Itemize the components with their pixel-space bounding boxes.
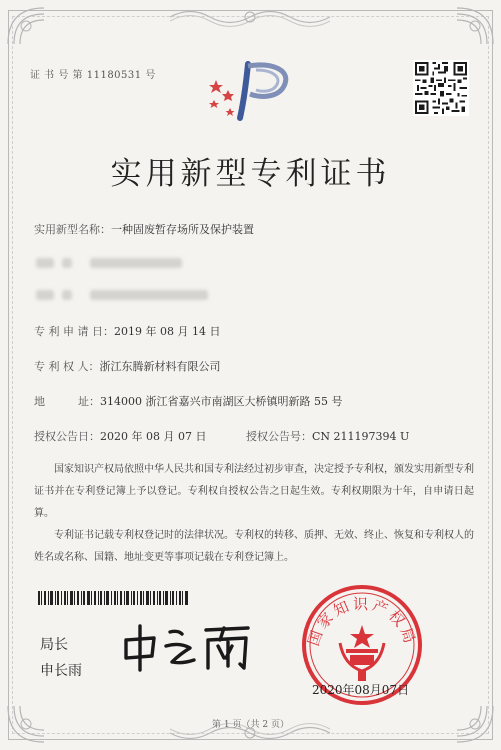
cnipa-logo-icon [200,56,300,126]
announcement-number-field [246,428,409,444]
seal-text: 国家知识产权局 [304,595,420,649]
address-value: 314000 浙江省嘉兴市南湖区大桥镇明新路 55 号 [100,395,343,408]
redacted-label [36,290,54,300]
application-date-field [34,323,220,339]
patentee-label: 专 利 权 人： [34,360,100,373]
patentee-value: 浙江东腾新材料有限公司 [99,360,221,373]
director-title: 局长 [40,637,68,653]
redacted-label [36,258,54,268]
certificate-title: 实用新型专利证书 [110,156,391,192]
application-date-value: 2019 年 08 月 14 日 [114,325,221,338]
announcement-number-label: 授权公告号： [246,430,312,443]
announcement-date-label: 授权公告日： [34,430,100,443]
redacted-value [90,290,208,300]
seal-date: 2020年08月07日 [312,683,410,697]
utility-name-label: 实用新型名称： [34,223,111,236]
certificate-number-label: 证 书 号 第 [30,70,84,81]
announcement-date-value: 2020 年 08 月 07 日 [100,430,207,443]
utility-name-value: 一种固废暂存场所及保护装置 [111,223,254,236]
director-name: 申长雨 [40,663,82,679]
page-number: 第 1 页（共 2 页） [212,720,289,730]
announcement-date-field [34,428,206,444]
redacted-label [62,258,72,268]
corner-ornament-icon [4,4,48,48]
certificate-number [30,66,156,81]
top-ornament-icon [170,6,330,28]
handwritten-signature-icon [120,618,260,674]
corner-ornament-icon [453,4,497,48]
grant-paragraph: 国家知识产权局依照中华人民共和国专利法经过初步审查，决定授予专利权，颁发实用新型专利证书并在专利登记簿上予以登记。专利权自授权公告之日起生效。专利权期限为十年，自申请日起算。 [34,464,474,519]
barcode-icon [38,591,188,605]
record-paragraph: 专利证书记载专利权登记时的法律状况。专利权的转移、质押、无效、终止、恢复和专利权人的姓名或名称、国籍、地址变更等事项记载在专利登记簿上。 [34,530,474,563]
utility-name-field [34,221,254,237]
qr-code-icon[interactable] [413,60,469,116]
application-date-label: 专 利 申 请 日： [34,325,114,338]
redacted-value [90,258,182,268]
address-field [34,393,342,409]
patentee-field [34,358,221,374]
certificate-number-suffix: 号 [145,70,156,81]
certificate-number-value: 11180531 [86,70,142,81]
address-label: 地 址： [34,395,100,408]
redacted-label [62,290,72,300]
announcement-number-value: CN 211197394 U [312,430,410,443]
